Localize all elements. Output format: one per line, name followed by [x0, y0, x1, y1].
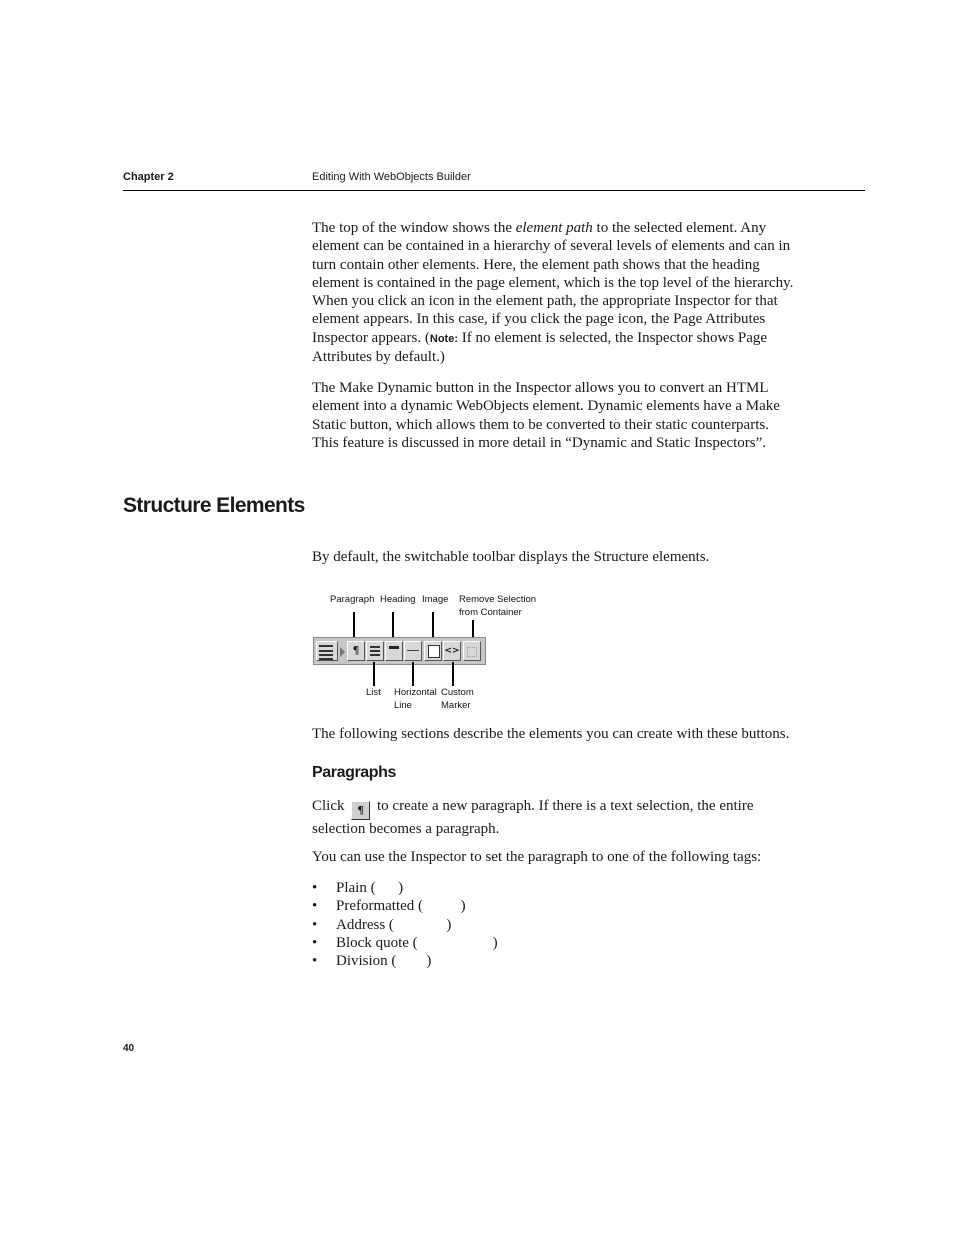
leader-line-image — [432, 612, 434, 640]
leader-line-horizontal-line — [412, 662, 414, 686]
heading-button[interactable] — [385, 641, 403, 661]
tag-gap — [376, 880, 399, 896]
tag-list — [312, 879, 498, 970]
running-header-title: Editing With WebObjects Builder — [312, 171, 471, 183]
text-span: If no element is selected, the Inspector shows Page Attributes by default.) — [312, 329, 768, 366]
tag-name: Plain ( — [336, 880, 376, 896]
horizontal-line-button[interactable] — [404, 641, 422, 661]
label-paragraph: Paragraph — [330, 594, 375, 605]
tag-gap — [418, 935, 493, 951]
page-number: 40 — [123, 1043, 135, 1054]
custom-marker-icon: <> — [444, 646, 460, 656]
tag-close: ) — [426, 953, 432, 970]
chapter-label: Chapter 2 — [123, 171, 174, 183]
section-heading: Structure Elements — [123, 494, 305, 517]
note-label: Note: — [429, 332, 458, 345]
label-line: from Container — [459, 607, 522, 618]
text-span: to the selected element. Any element can be contained in a hierarchy of several levels of elements and can in turn contain other elements. Here, the element path shows that the heading element is contained in the page element, which is the top level of the hierarchy. When you click an icon in the element path, the appropriate Inspector for that element appears. In this case, if you click the page icon, the Page Attributes Inspector appears. ( — [312, 220, 794, 346]
section-intro: By default, the switchable toolbar displays the Structure elements. — [312, 549, 710, 565]
intro-paragraph-element-path — [312, 219, 797, 366]
label-custom-marker — [441, 686, 474, 712]
label-line: Custom — [441, 687, 474, 698]
tag-name: Division ( — [336, 953, 397, 970]
heading-icon — [389, 646, 399, 649]
list-item — [312, 952, 498, 970]
remove-from-container-icon — [467, 647, 477, 657]
list-item — [312, 879, 498, 897]
tag-gap — [396, 953, 426, 969]
bullet: • — [312, 934, 318, 951]
triangle-right-icon — [340, 647, 345, 657]
after-figure-text: The following sections describe the elements you can create with these buttons. — [312, 726, 790, 742]
leader-line-paragraph — [353, 612, 355, 640]
list-item — [312, 897, 498, 915]
tag-name: Preformatted ( — [336, 898, 424, 915]
list-button[interactable] — [366, 641, 384, 661]
intro-paragraph-make-dynamic: The Make Dynamic button in the Inspector allows you to convert an HTML element into a dynamic WebObjects element. Dynamic elements have a Make Static button, which allows them to be converted to their static counterparts. This feature is discussed in more detail in “Dynamic and Static Inspectors”. — [312, 380, 780, 451]
inspector-tags-intro: You can use the Inspector to set the paragraph to one of the following tags: — [312, 849, 762, 865]
tag-gap — [423, 898, 461, 914]
header-rule — [123, 190, 865, 191]
leader-line-list — [373, 662, 375, 686]
tag-gap — [394, 917, 447, 933]
italic-term: element path — [515, 220, 593, 236]
label-line: Horizontal — [394, 687, 437, 698]
label-remove-selection — [459, 593, 536, 619]
text-span: Click — [312, 798, 345, 814]
label-image: Image — [422, 594, 449, 605]
tag-close: ) — [460, 898, 466, 915]
tag-close: ) — [446, 916, 452, 933]
paragraph-click-text — [312, 797, 797, 838]
label-line: Remove Selection — [459, 594, 537, 605]
pilcrow-icon: ¶ — [352, 644, 360, 657]
pilcrow-icon: ¶ — [357, 804, 365, 817]
image-icon — [428, 645, 440, 658]
label-list: List — [366, 687, 381, 698]
leader-line-custom-marker — [452, 662, 454, 686]
custom-marker-button[interactable] — [443, 641, 461, 661]
subsection-heading: Paragraphs — [312, 764, 397, 781]
leader-line-heading — [392, 612, 394, 640]
label-line: Line — [394, 700, 412, 711]
list-icon — [367, 642, 383, 662]
tag-close: ) — [398, 880, 404, 896]
label-line: Marker — [441, 700, 471, 711]
element-path-icon[interactable] — [316, 641, 338, 661]
label-heading: Heading — [380, 594, 416, 605]
bullet: • — [312, 916, 318, 933]
text-span: The top of the window shows the — [312, 220, 516, 236]
list-item — [312, 934, 498, 952]
paragraph-button[interactable] — [347, 641, 365, 661]
paragraph-button-inline — [351, 801, 370, 820]
list-item — [312, 916, 498, 934]
remove-selection-button[interactable] — [463, 641, 481, 661]
text-span: to create a new paragraph. If there is a text selection, the entire selection becomes a paragraph. — [312, 798, 754, 837]
label-horizontal-line — [394, 686, 437, 712]
bullet: • — [312, 898, 318, 915]
bullet: • — [312, 953, 318, 970]
tag-name: Address ( — [336, 916, 394, 933]
image-button[interactable] — [424, 641, 442, 661]
horizontal-line-icon — [407, 650, 419, 651]
bullet: • — [312, 880, 318, 896]
structure-toolbar — [313, 637, 486, 665]
tag-close: ) — [492, 934, 498, 951]
tag-name: Block quote ( — [336, 934, 418, 951]
